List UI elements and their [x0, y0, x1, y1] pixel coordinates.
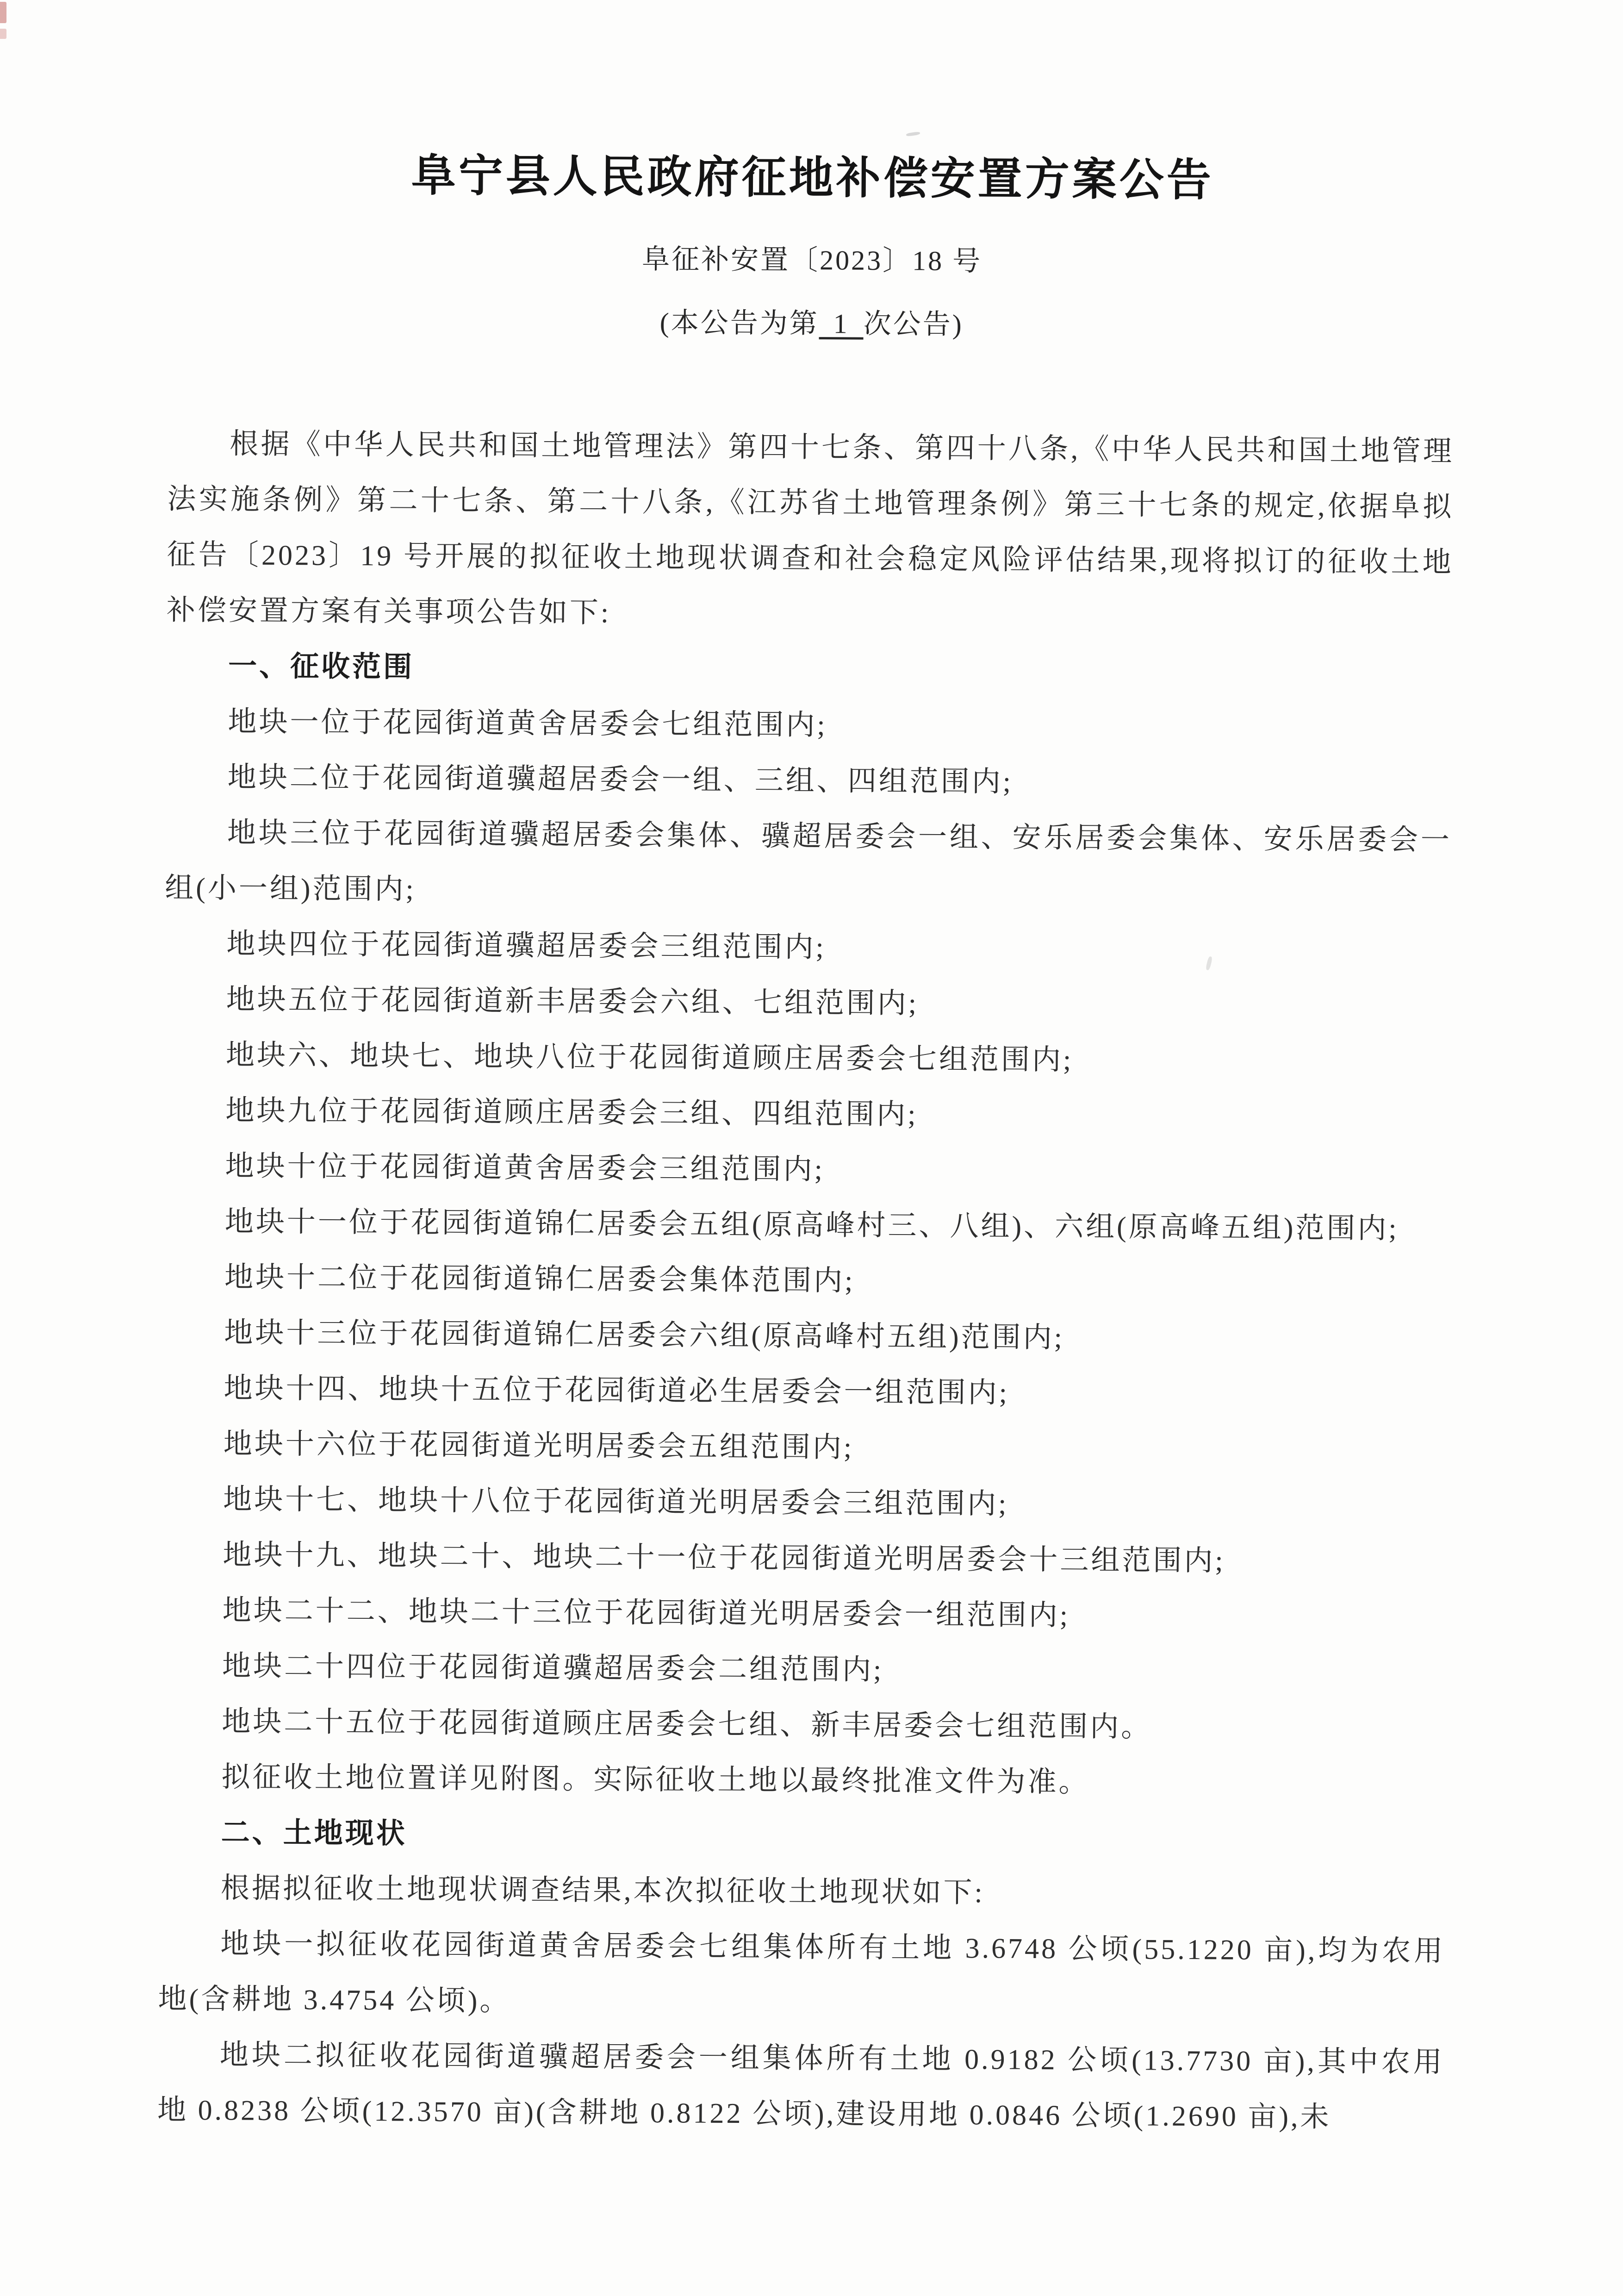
plot-item: 地块二十二、地块二十三位于花园街道光明居委会一组范围内; — [222, 1595, 1070, 1632]
plot-item: 地块五位于花园街道新丰居委会六组、七组范围内; — [226, 984, 919, 1020]
plot-item: 地块二十四位于花园街道骥超居委会二组范围内; — [222, 1650, 884, 1686]
plot-item: 地块九位于花园街道顾庄居委会三组、四组范围内; — [225, 1095, 918, 1131]
notice-prefix: (本公告为第 — [659, 307, 819, 339]
notice-suffix: 次公告) — [863, 308, 964, 340]
section-heading-land-status: 二、土地现状 — [221, 1817, 408, 1850]
plot-item: 地块十九、地块二十、地块二十一位于花园街道光明居委会十三组范围内; — [223, 1539, 1225, 1577]
section-heading-scope: 一、征收范围 — [228, 650, 415, 683]
plot-item: 地块十四、地块十五位于花园街道必生居委会一组范围内; — [224, 1373, 1010, 1409]
plot-item: 地块十六位于花园街道光明居委会五组范围内; — [223, 1428, 854, 1464]
plot-item: 地块十位于花园街道黄舍居委会三组范围内; — [225, 1150, 825, 1186]
plot-item: 地块十七、地块十八位于花园街道光明居委会三组范围内; — [223, 1484, 1009, 1520]
plot-item: 地块十二位于花园街道锦仁居委会集体范围内; — [224, 1261, 855, 1297]
plot-item: 地块四位于花园街道骥超居委会三组范围内; — [226, 928, 826, 964]
document-title: 阜宁县人民政府征地补偿安置方案公告 — [411, 150, 1214, 206]
paragraph-intro: 根据《中华人民共和国土地管理法》第四十七条、第四十八条,《中华人民共和国土地管理法实施条例》第二十七条、第二十八条,《江苏省土地管理条例》第三十七条的规定,依据阜拟征告〔2023〕19 号开展的拟征收土地现状调查和社会稳定风险评估结果,现将拟订的征收土地补偿安置方案有关事项公告如下: — [166, 428, 1455, 629]
document-number: 阜征补安置〔2023〕18 号 — [641, 243, 983, 277]
plot-item: 地块二十五位于花园街道顾庄居委会七组、新丰居委会七组范围内。 — [222, 1706, 1152, 1743]
scan-edge-artifact — [0, 29, 6, 39]
plot-item: 地块一位于花园街道黄舍居委会七组范围内; — [228, 706, 827, 742]
document-content — [157, 0, 1457, 2146]
scan-edge-artifact — [0, 2, 6, 23]
paragraph-plot1-status: 地块一拟征收花园街道黄舍居委会七组集体所有土地 3.6748 公顷(55.1220 亩),均为农用地(含耕地 3.4754 公顷)。 — [158, 1928, 1445, 2017]
plot-item: 地块十三位于花园街道锦仁居委会六组(原高峰村五组)范围内; — [224, 1317, 1065, 1354]
document-body — [157, 416, 1455, 2146]
plot-item: 地块三位于花园街道骥超居委会集体、骥超居委会一组、安乐居委会集体、安乐居委会一组(小一组)范围内; — [165, 817, 1452, 905]
notice-count-line — [168, 304, 1455, 343]
plot-item: 地块二位于花园街道骥超居委会一组、三组、四组范围内; — [227, 761, 1014, 798]
plot-item: 地块十一位于花园街道锦仁居委会五组(原高峰村三、八组)、六组(原高峰五组)范围内; — [224, 1206, 1399, 1245]
plot-item: 地块六、地块七、地块八位于花园街道顾庄居委会七组范围内; — [225, 1039, 1074, 1076]
paragraph-survey-intro: 根据拟征收土地现状调查结果,本次拟征收土地现状如下: — [220, 1872, 985, 1909]
notice-number-underlined: 1 — [819, 310, 864, 340]
paragraph-map-note: 拟征收土地位置详见附图。实际征收土地以最终批准文件为准。 — [221, 1761, 1090, 1798]
paragraph-plot2-status: 地块二拟征收花园街道骥超居委会一组集体所有土地 0.9182 公顷(13.7730 亩),其中农用地 0.8238 公顷(12.3570 亩)(含耕地 0.8122 公顷),建设用地 0.0846 公顷(1.2690 亩),未 — [157, 2039, 1445, 2133]
